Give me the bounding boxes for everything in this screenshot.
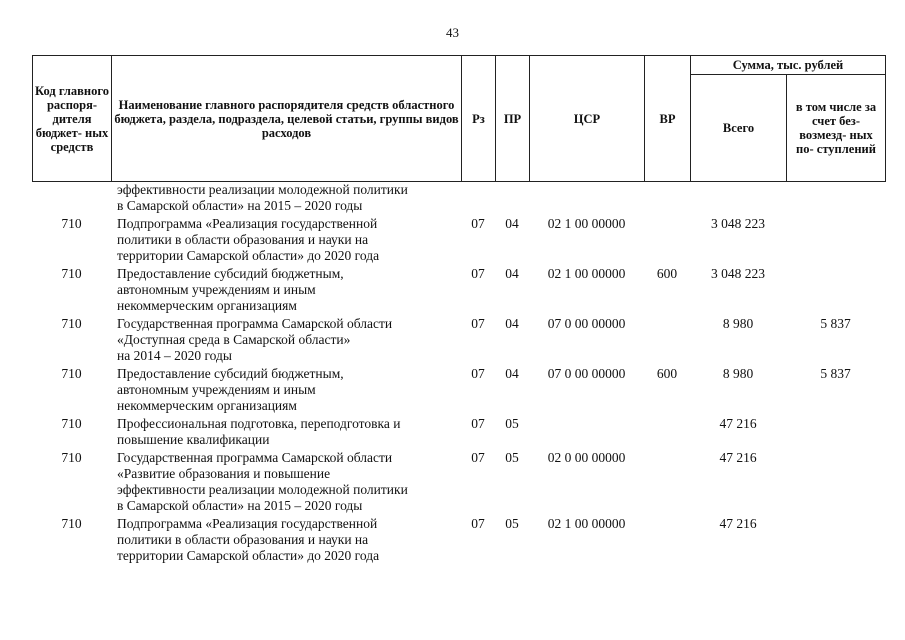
header-code: Код главного распоря- дителя бюджет- ных средств (33, 56, 112, 182)
cell-rz: 07 (471, 316, 485, 331)
header-name: Наименование главного распорядителя средств областного бюджета, раздела, подраздела, целевой статьи, группы видов расходов (112, 56, 462, 182)
table-body (32, 182, 885, 566)
cell-code (32, 182, 111, 216)
cell-csr: 02 1 00 00000 (547, 216, 626, 231)
cell-name: эффективности реализации молодежной политики в Самарской области» на 2015 – 2020 годы (117, 182, 408, 213)
cell-csr (529, 182, 644, 216)
cell-code: 710 (61, 516, 82, 531)
cell-vr (644, 416, 690, 450)
cell-name: Предоставление субсидий бюджетным, автономным учреждениям и иным некоммерческим организациям (117, 266, 344, 313)
cell-rz: 07 (471, 450, 485, 465)
cell-incl: 5 837 (820, 366, 851, 381)
table-row (32, 416, 885, 450)
cell-total: 47 216 (719, 416, 757, 431)
cell-incl (786, 266, 885, 316)
table-row (32, 316, 885, 366)
cell-rz: 07 (471, 266, 485, 281)
cell-pr: 05 (505, 416, 519, 431)
header-vr: ВР (645, 56, 691, 182)
cell-pr (495, 182, 529, 216)
cell-code: 710 (61, 450, 82, 465)
cell-code: 710 (61, 216, 82, 231)
cell-total: 3 048 223 (711, 216, 765, 231)
cell-incl (786, 182, 885, 216)
cell-vr (644, 450, 690, 516)
cell-rz (461, 182, 495, 216)
cell-vr: 600 (656, 366, 678, 381)
cell-name: Подпрограмма «Реализация государственной политики в области образования и науки на территории Самарской области» до 2020 года (117, 516, 380, 563)
cell-code: 710 (61, 266, 82, 281)
cell-pr: 04 (505, 366, 519, 381)
cell-code: 710 (61, 416, 82, 431)
header-pr: ПР (496, 56, 530, 182)
table-row (32, 516, 885, 566)
cell-total: 3 048 223 (711, 266, 765, 281)
cell-incl (786, 416, 885, 450)
cell-total: 47 216 (719, 450, 757, 465)
header-sum: Сумма, тыс. рублей (691, 56, 886, 75)
page-number: 43 (446, 25, 459, 40)
table-row (32, 450, 885, 516)
table-row (32, 216, 885, 266)
cell-incl (786, 450, 885, 516)
cell-rz: 07 (471, 516, 485, 531)
cell-pr: 04 (505, 316, 519, 331)
cell-vr (644, 216, 690, 266)
header-csr: ЦСР (530, 56, 645, 182)
cell-name: Государственная программа Самарской области «Развитие образования и повышение эффективности реализации молодежной политики в Самарской области» на 2015 – 2020 годы (117, 450, 408, 513)
cell-name: Предоставление субсидий бюджетным, автономным учреждениям и иным некоммерческим организациям (117, 366, 344, 413)
cell-pr: 05 (505, 516, 519, 531)
cell-rz: 07 (471, 366, 485, 381)
cell-total: 47 216 (719, 516, 757, 531)
cell-total: 8 980 (722, 316, 754, 331)
table-header (32, 55, 886, 182)
cell-pr: 04 (505, 216, 519, 231)
cell-vr (644, 516, 690, 566)
cell-code: 710 (61, 316, 82, 331)
cell-csr: 02 1 00 00000 (547, 266, 626, 281)
cell-csr: 07 0 00 00000 (547, 316, 626, 331)
cell-vr (644, 316, 690, 366)
cell-name: Подпрограмма «Реализация государственной политики в области образования и науки на территории Самарской области» до 2020 года (117, 216, 380, 263)
cell-vr (644, 182, 690, 216)
cell-csr (529, 416, 644, 450)
table-row (32, 182, 885, 216)
cell-csr: 07 0 00 00000 (547, 366, 626, 381)
header-incl: в том числе за счет без- возмезд- ных по- ступлений (787, 75, 886, 182)
cell-pr: 04 (505, 266, 519, 281)
cell-rz: 07 (471, 216, 485, 231)
cell-incl: 5 837 (820, 316, 851, 331)
cell-total (690, 182, 786, 216)
cell-pr: 05 (505, 450, 519, 465)
cell-vr: 600 (656, 266, 678, 281)
cell-total: 8 980 (722, 366, 754, 381)
cell-incl (786, 516, 885, 566)
table-row (32, 366, 885, 416)
table-row (32, 266, 885, 316)
cell-name: Государственная программа Самарской области «Доступная среда в Самарской области» на 2014 – 2020 годы (117, 316, 393, 363)
cell-name: Профессиональная подготовка, переподготовка и повышение квалификации (117, 416, 401, 447)
cell-rz: 07 (471, 416, 485, 431)
cell-csr: 02 0 00 00000 (547, 450, 626, 465)
header-total: Всего (691, 75, 787, 182)
cell-csr: 02 1 00 00000 (547, 516, 626, 531)
cell-incl (786, 216, 885, 266)
header-rz: Рз (462, 56, 496, 182)
cell-code: 710 (61, 366, 82, 381)
